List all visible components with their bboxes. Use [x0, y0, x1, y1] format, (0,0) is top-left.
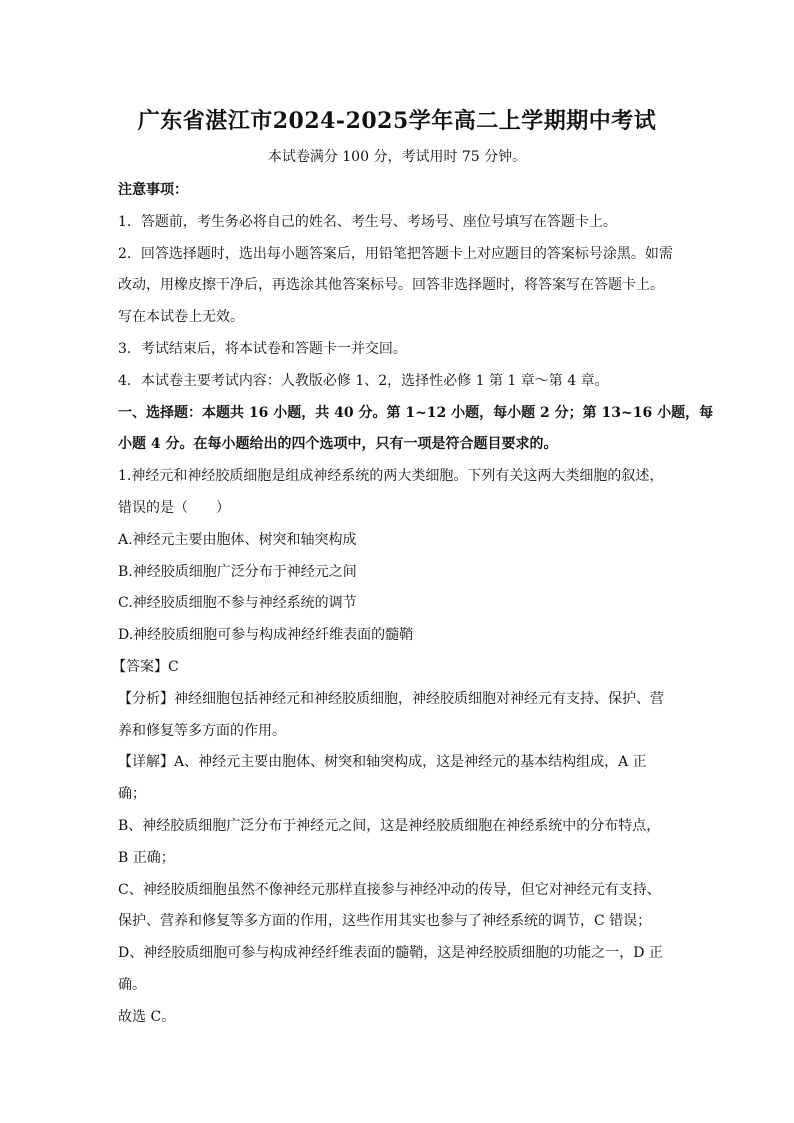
question-stem: 错误的是（ ）	[118, 499, 230, 516]
question-option-d: D.神经胶质细胞可参与构成神经纤维表面的髓鞘	[118, 627, 414, 644]
notice-item: 2．回答选择题时，选出每小题答案后，用铅笔把答题卡上对应题目的答案标号涂黑。如需	[118, 245, 673, 262]
detail-line: D、神经胶质细胞可参与构成神经纤维表面的髓鞘，这是神经胶质细胞的功能之一，D 正	[118, 945, 663, 962]
notice-item: 4．本试卷主要考试内容：人教版必修 1、2，选择性必修 1 第 1 章～第 4 章。	[118, 372, 609, 389]
detail-line: C、神经胶质细胞虽然不像神经元那样直接参与神经冲动的传导，但它对神经元有支持、	[118, 881, 661, 898]
answer-line: 【答案】C	[112, 658, 179, 675]
question-option-b: B.神经胶质细胞广泛分布于神经元之间	[118, 563, 357, 580]
section-heading: 小题 4 分。在每小题给出的四个选项中，只有一项是符合题目要求的。	[118, 436, 558, 453]
notice-item: 写在本试卷上无效。	[118, 309, 244, 326]
section-heading: 一、选择题：本题共 16 小题，共 40 分。第 1~12 小题，每小题 2 分；第 13~16 小题，每	[118, 404, 714, 421]
detail-line: 保护、营养和修复等多方面的作用，这些作用其实也参与了神经系统的调节，C 错误；	[118, 913, 652, 930]
page-subtitle: 本试卷满分 100 分，考试用时 75 分钟。	[267, 149, 527, 165]
detail-line: 故选 C。	[118, 1008, 176, 1025]
analysis-line: 养和修复等多方面的作用。	[118, 722, 286, 739]
detail-line: B 正确；	[118, 849, 175, 866]
detail-line: 确；	[118, 786, 146, 803]
question-stem: 1.神经元和神经胶质细胞是组成神经系统的两大类细胞。下列有关这两大类细胞的叙述，	[118, 468, 664, 485]
detail-line: 确。	[118, 976, 146, 993]
detail-line: 【详解】A、神经元主要由胞体、树突和轴突构成，这是神经元的基本结构组成，A 正	[118, 754, 647, 771]
page-title: 广东省湛江市2024-2025学年高二上学期期中考试	[137, 108, 657, 134]
detail-line: B、神经胶质细胞广泛分布于神经元之间，这是神经胶质细胞在神经系统中的分布特点，	[118, 817, 661, 834]
notice-heading: 注意事项：	[118, 182, 188, 198]
notice-item: 1．答题前，考生务必将自己的姓名、考生号、考场号、座位号填写在答题卡上。	[118, 213, 617, 230]
document-body	[112, 175, 714, 1034]
question-option-c: C.神经胶质细胞不参与神经系统的调节	[118, 595, 357, 612]
analysis-line: 【分析】神经细胞包括神经元和神经胶质细胞，神经胶质细胞对神经元有支持、保护、营	[118, 690, 664, 707]
notice-item: 3．考试结束后，将本试卷和答题卡一并交回。	[118, 340, 407, 357]
notice-item: 改动，用橡皮擦干净后，再选涂其他答案标号。回答非选择题时，将答案写在答题卡上。	[118, 277, 664, 294]
question-option-a: A.神经元主要由胞体、树突和轴突构成	[118, 531, 357, 548]
